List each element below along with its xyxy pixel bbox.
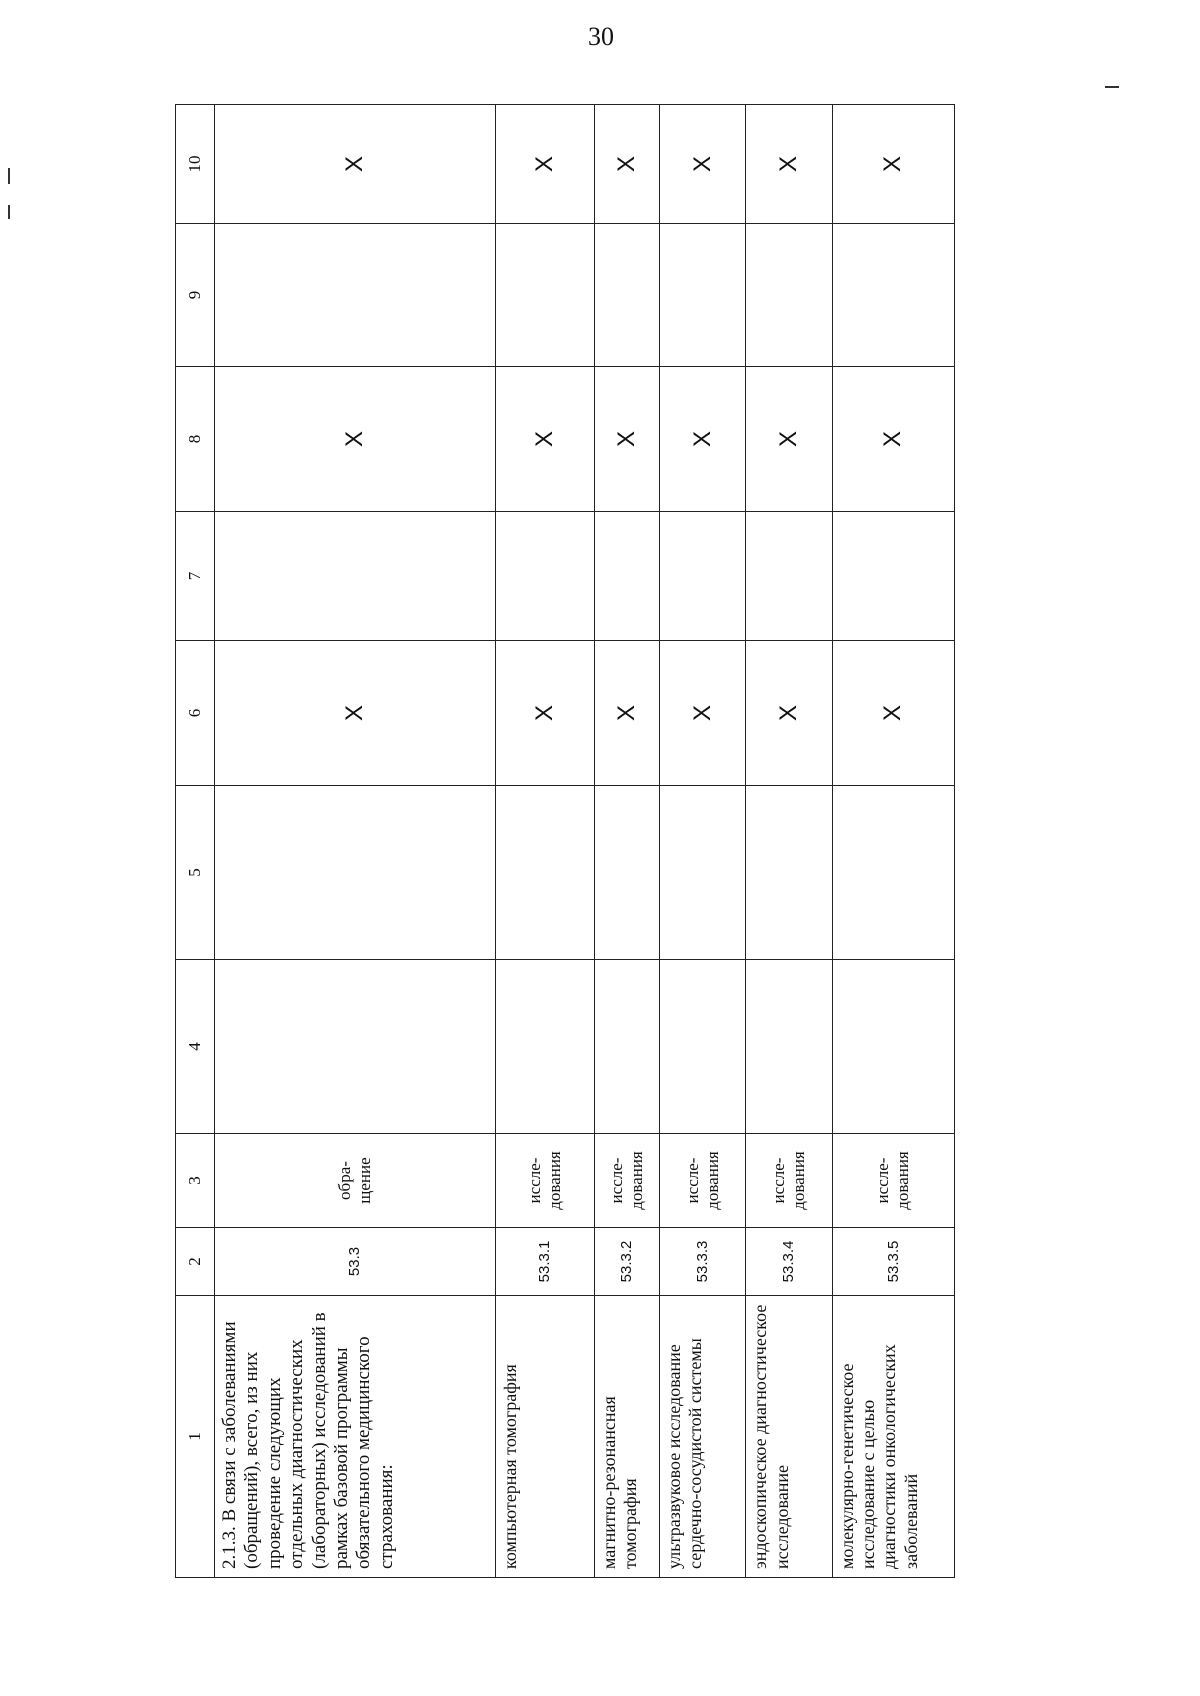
row-code: 53.3.5 [832, 1228, 954, 1296]
column-number: 7 [176, 512, 215, 641]
column-number: 9 [176, 224, 215, 367]
row-code: 53.3.1 [495, 1228, 594, 1296]
cell-col-8: X [660, 367, 746, 512]
cell-col-4 [746, 960, 832, 1134]
cell-col-6: X [495, 641, 594, 786]
cell-col-10: X [660, 105, 746, 224]
row-name: компьютерная томография [495, 1296, 594, 1578]
column-number: 6 [176, 641, 215, 786]
cell-col-4 [495, 960, 594, 1134]
cell-col-10: X [832, 105, 954, 224]
cell-col-5 [595, 786, 660, 960]
table-row [595, 105, 660, 1578]
cell-col-8: X [746, 367, 832, 512]
table-row [660, 105, 746, 1578]
cell-col-10: X [214, 105, 495, 224]
row-name: эндоскопическое диагностическое исследование [746, 1296, 832, 1578]
cell-col-7 [495, 512, 594, 641]
cell-col-4 [660, 960, 746, 1134]
cell-col-6: X [595, 641, 660, 786]
cell-col-9 [832, 224, 954, 367]
column-number: 8 [176, 367, 215, 512]
row-unit: обра- щение [214, 1134, 495, 1228]
scan-mark [1105, 86, 1119, 88]
cell-col-7 [746, 512, 832, 641]
table-row [746, 105, 832, 1578]
column-number: 3 [176, 1134, 215, 1228]
table-row [832, 105, 954, 1578]
cell-col-5 [660, 786, 746, 960]
cell-col-8: X [214, 367, 495, 512]
column-number: 5 [176, 786, 215, 960]
cell-col-8: X [832, 367, 954, 512]
row-unit: иссле- дования [495, 1134, 594, 1228]
row-unit: иссле- дования [832, 1134, 954, 1228]
row-name: 2.1.3. В связи с заболеваниями (обращений), всего, из них проведение следующих отдельных диагностических (лабораторных) исследований в рамках базовой программы обязательного медицинского страхования: [214, 1296, 495, 1578]
cell-col-10: X [595, 105, 660, 224]
column-number: 2 [176, 1228, 215, 1296]
row-name: ультразвуковое исследование сердечно-сосудистой системы [660, 1296, 746, 1578]
cell-col-4 [214, 960, 495, 1134]
rotated-table-container [175, 105, 955, 1578]
cell-col-10: X [495, 105, 594, 224]
column-number: 4 [176, 960, 215, 1134]
cell-col-9 [746, 224, 832, 367]
row-code: 53.3.3 [660, 1228, 746, 1296]
table-row [214, 105, 495, 1578]
row-name: магнитно-резонансная томография [595, 1296, 660, 1578]
cell-col-5 [832, 786, 954, 960]
row-unit: иссле- дования [660, 1134, 746, 1228]
cell-col-5 [746, 786, 832, 960]
row-unit: иссле- дования [746, 1134, 832, 1228]
row-code: 53.3.4 [746, 1228, 832, 1296]
cell-col-4 [595, 960, 660, 1134]
column-number: 10 [176, 105, 215, 224]
page-number: 30 [588, 22, 614, 51]
row-code: 53.3.2 [595, 1228, 660, 1296]
scan-mark [8, 168, 10, 184]
cell-col-6: X [214, 641, 495, 786]
cell-col-9 [595, 224, 660, 367]
cell-col-5 [214, 786, 495, 960]
cell-col-7 [832, 512, 954, 641]
cell-col-9 [214, 224, 495, 367]
cell-col-8: X [495, 367, 594, 512]
cell-col-6: X [660, 641, 746, 786]
table-row [495, 105, 594, 1578]
scan-mark [8, 205, 10, 219]
cell-col-10: X [746, 105, 832, 224]
data-table [175, 104, 955, 1578]
cell-col-9 [660, 224, 746, 367]
cell-col-8: X [595, 367, 660, 512]
cell-col-6: X [746, 641, 832, 786]
cell-col-9 [495, 224, 594, 367]
row-code: 53.3 [214, 1228, 495, 1296]
row-name: молекулярно-генетическое исследование с целью диагностики онкологических заболеваний [832, 1296, 954, 1578]
row-unit: иссле- дования [595, 1134, 660, 1228]
cell-col-4 [832, 960, 954, 1134]
cell-col-7 [595, 512, 660, 641]
cell-col-7 [660, 512, 746, 641]
column-number: 1 [176, 1296, 215, 1578]
cell-col-6: X [832, 641, 954, 786]
column-number-row [176, 105, 215, 1578]
cell-col-7 [214, 512, 495, 641]
cell-col-5 [495, 786, 594, 960]
